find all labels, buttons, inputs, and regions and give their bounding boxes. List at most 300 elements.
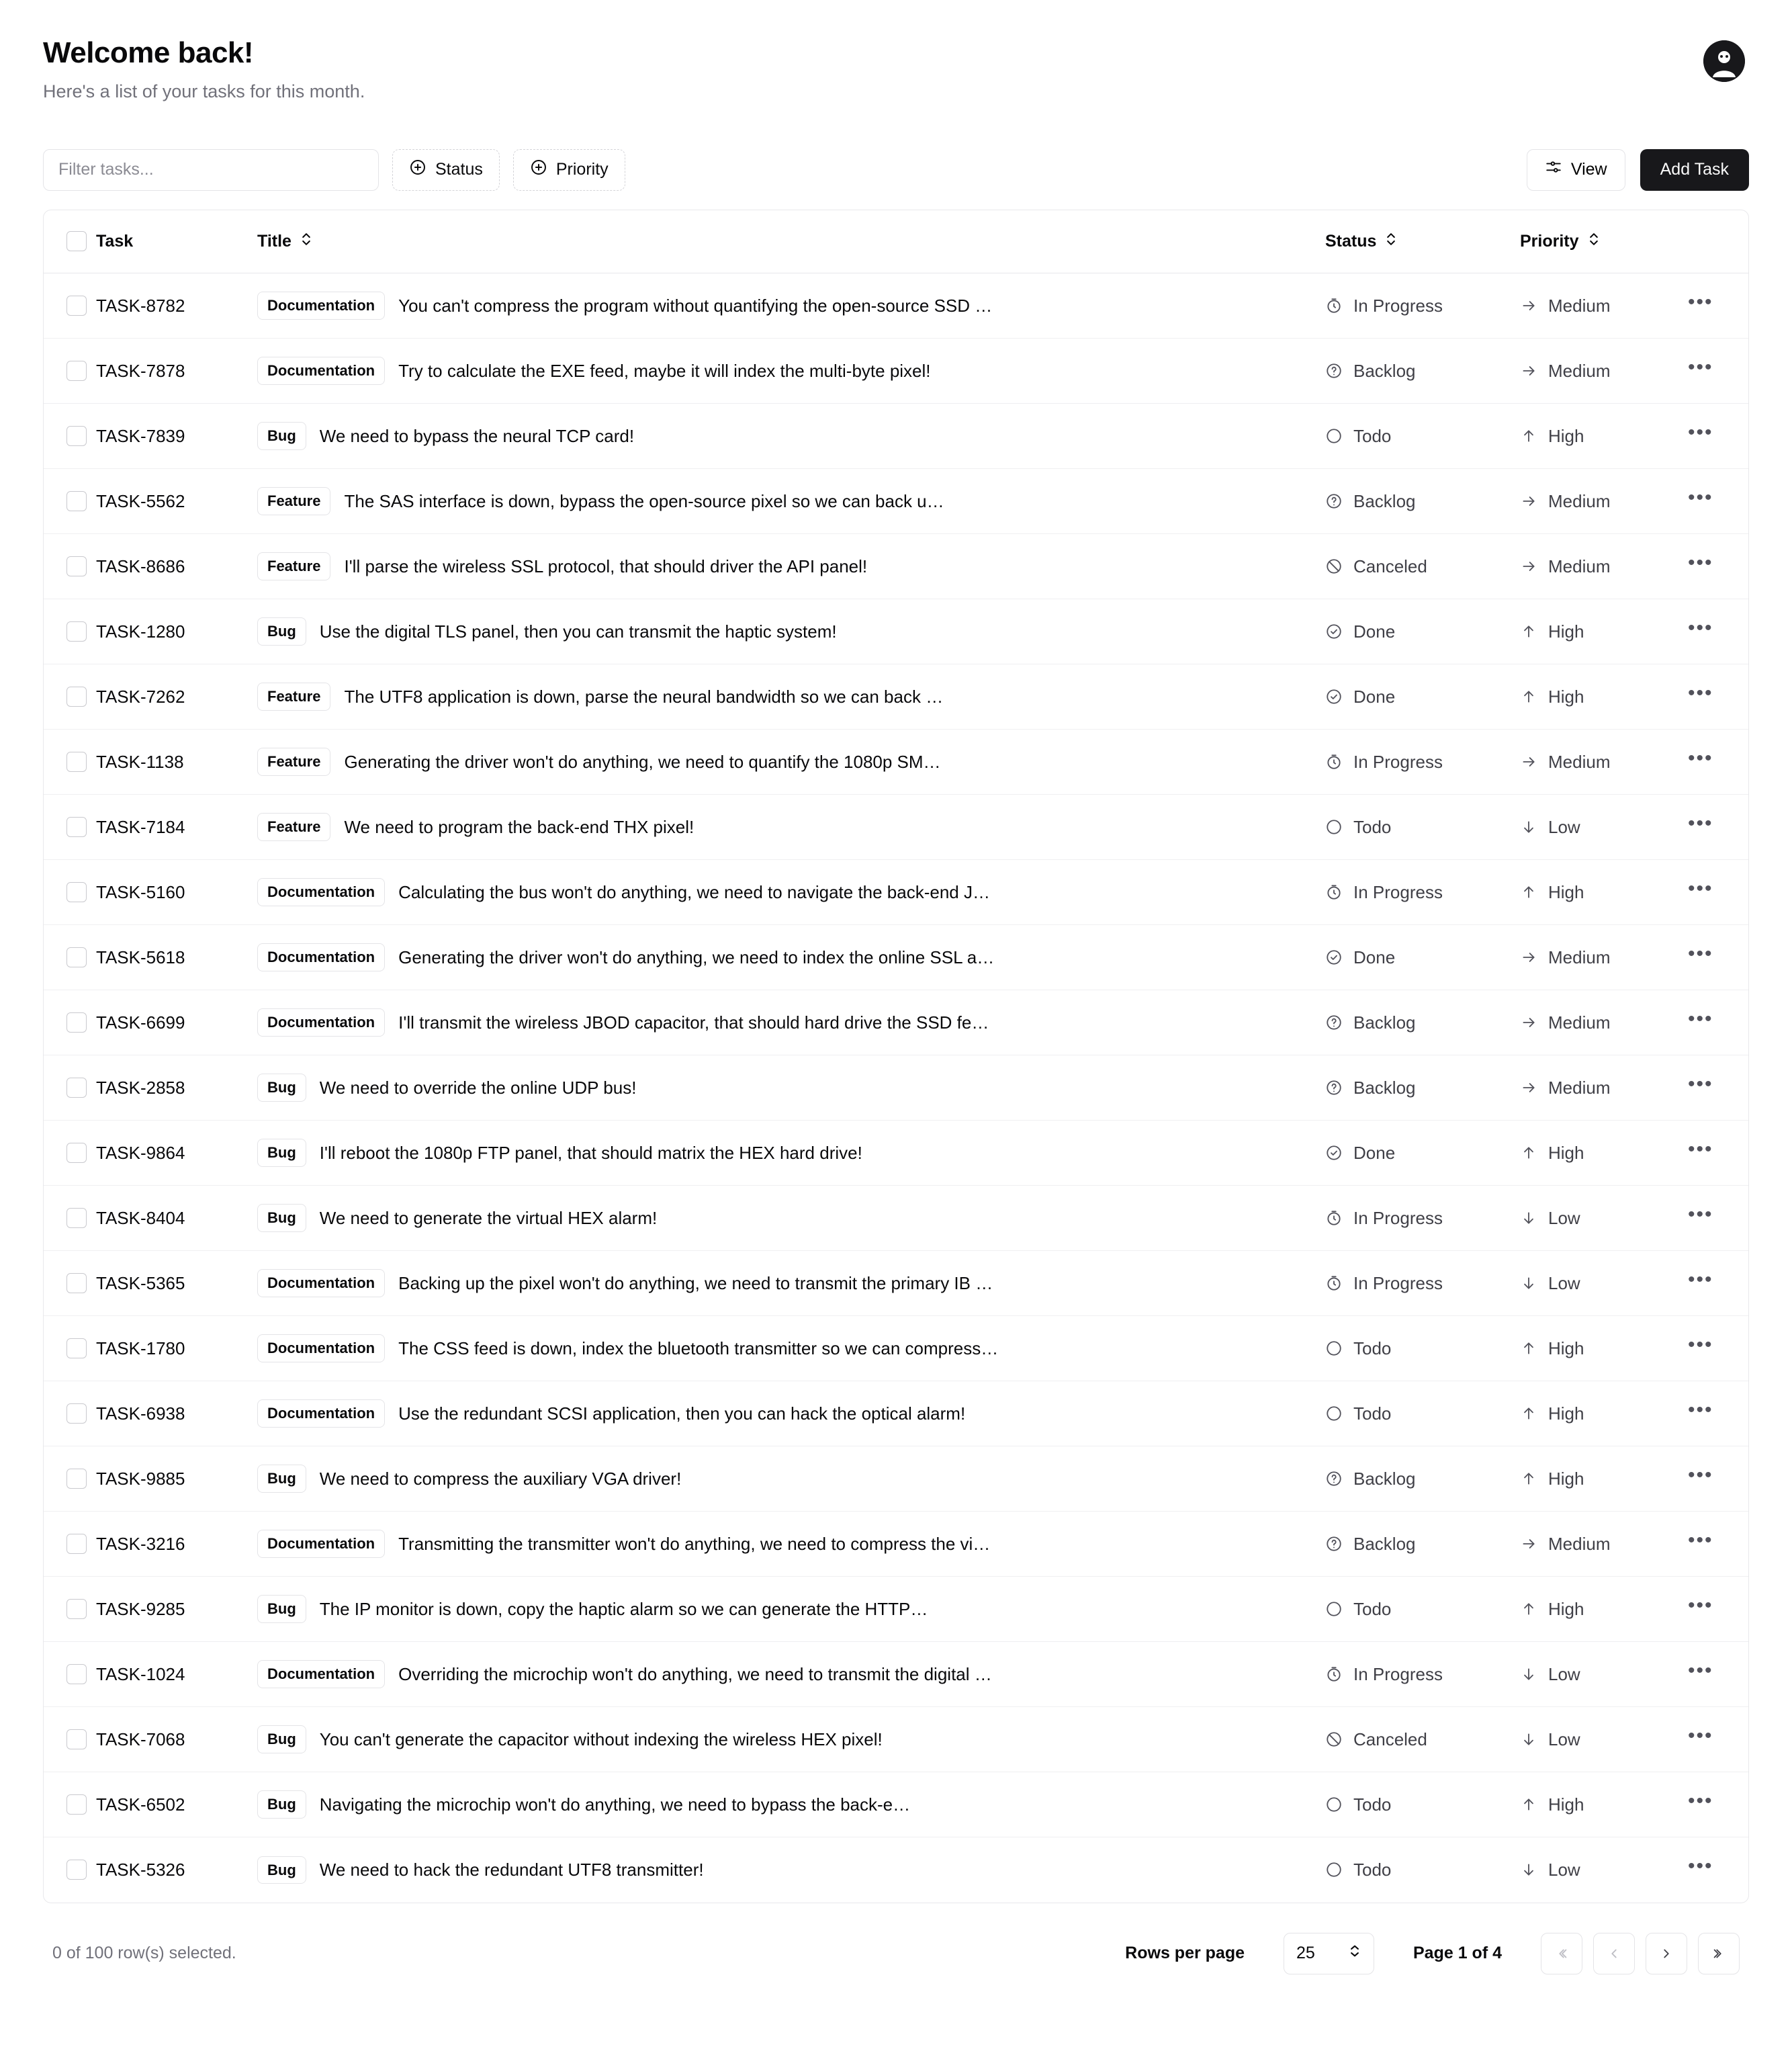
task-title: I'll parse the wireless SSL protocol, that should driver the API panel! (344, 556, 868, 576)
row-actions-menu-button[interactable]: ••• (1688, 877, 1713, 900)
filter-tasks-input[interactable] (43, 149, 379, 191)
task-id: TASK-6699 (96, 1012, 185, 1033)
row-actions-menu-button[interactable]: ••• (1688, 1725, 1713, 1747)
task-priority-label: High (1548, 1468, 1584, 1489)
task-type-badge: Feature (257, 683, 330, 711)
status-filter-button[interactable] (392, 149, 500, 191)
timer-icon (1325, 1209, 1343, 1227)
task-status-cell (1325, 1055, 1520, 1121)
arrow-right-icon (1520, 1014, 1537, 1031)
task-id-cell (96, 925, 257, 990)
row-checkbox[interactable] (66, 947, 87, 967)
row-select-cell (44, 1577, 96, 1642)
task-status-cell (1325, 599, 1520, 664)
task-priority-cell (1520, 273, 1688, 339)
row-actions-menu-button[interactable]: ••• (1688, 1268, 1713, 1291)
task-id-cell (96, 1381, 257, 1446)
task-status-cell (1325, 1381, 1520, 1446)
task-priority-cell (1520, 339, 1688, 404)
check-circle-icon (1325, 623, 1343, 640)
task-id: TASK-7262 (96, 686, 185, 707)
row-actions-menu-button[interactable]: ••• (1688, 1008, 1713, 1031)
arrow-up-icon (1520, 1340, 1537, 1357)
task-priority-cell (1520, 1837, 1688, 1903)
task-title-cell (257, 664, 1325, 730)
task-type-badge: Bug (257, 1725, 306, 1753)
task-status-cell (1325, 1577, 1520, 1642)
sliders-icon (1545, 159, 1562, 181)
row-select-cell (44, 925, 96, 990)
question-icon (1325, 1079, 1343, 1096)
task-title-cell (257, 404, 1325, 469)
table-row[interactable] (44, 1642, 1748, 1707)
row-actions-cell (1688, 730, 1748, 795)
row-actions-cell (1688, 404, 1748, 469)
row-actions-menu-button[interactable]: ••• (1688, 747, 1713, 770)
timer-icon (1325, 1665, 1343, 1683)
task-priority-label: High (1548, 1598, 1584, 1619)
row-checkbox[interactable] (66, 361, 87, 381)
row-checkbox[interactable] (66, 817, 87, 837)
row-select-cell (44, 1642, 96, 1707)
task-title-cell (257, 1186, 1325, 1251)
row-checkbox[interactable] (66, 1403, 87, 1424)
task-status-label: Todo (1353, 425, 1392, 446)
row-checkbox[interactable] (66, 1143, 87, 1163)
row-checkbox[interactable] (66, 1273, 87, 1293)
row-checkbox[interactable] (66, 1469, 87, 1489)
task-status-cell (1325, 730, 1520, 795)
row-actions-cell (1688, 273, 1748, 339)
table-row[interactable] (44, 795, 1748, 860)
row-actions-cell (1688, 1642, 1748, 1707)
toolbar-actions (1527, 149, 1749, 191)
tasks-toolbar (43, 149, 1749, 191)
task-status-cell (1325, 1186, 1520, 1251)
table-row[interactable] (44, 1772, 1748, 1837)
row-actions-cell (1688, 534, 1748, 599)
page-title: Welcome back! (43, 36, 254, 69)
row-select-cell (44, 664, 96, 730)
row-actions-menu-button[interactable]: ••• (1688, 1073, 1713, 1096)
view-options-button[interactable] (1527, 149, 1625, 191)
priority-column-header[interactable] (1520, 210, 1688, 273)
row-select-cell (44, 1121, 96, 1186)
task-type-badge: Documentation (257, 1269, 385, 1297)
last-page-button[interactable] (1698, 1933, 1740, 1974)
task-title: We need to generate the virtual HEX alarm! (319, 1207, 658, 1228)
arrow-up-icon (1520, 1405, 1537, 1422)
row-actions-menu-button[interactable]: ••• (1688, 617, 1713, 640)
task-type-badge: Documentation (257, 1008, 385, 1037)
task-column-label: Task (96, 231, 134, 251)
row-checkbox[interactable] (66, 1208, 87, 1228)
sort-icon[interactable] (1384, 231, 1398, 252)
table-footer (43, 1933, 1749, 2015)
row-checkbox[interactable] (66, 426, 87, 446)
task-status-cell (1325, 925, 1520, 990)
table-row[interactable] (44, 990, 1748, 1055)
task-id-cell (96, 1121, 257, 1186)
row-actions-menu-button[interactable]: ••• (1688, 1790, 1713, 1813)
task-id-cell (96, 1772, 257, 1837)
timer-icon (1325, 1274, 1343, 1292)
task-priority-label: Low (1548, 1663, 1580, 1684)
task-id: TASK-5618 (96, 947, 185, 967)
task-type-badge: Feature (257, 748, 330, 776)
row-actions-menu-button[interactable]: ••• (1688, 356, 1713, 379)
row-actions-cell (1688, 1055, 1748, 1121)
table-row[interactable] (44, 599, 1748, 664)
task-title: I'll reboot the 1080p FTP panel, that should matrix the HEX hard drive! (319, 1142, 862, 1163)
question-icon (1325, 362, 1343, 380)
sort-icon[interactable] (1587, 231, 1601, 252)
task-id-cell (96, 664, 257, 730)
task-title: Navigating the microchip won't do anything, we need to bypass the back-e… (319, 1794, 911, 1815)
task-status-label: Done (1353, 947, 1396, 967)
plus-circle-icon (530, 159, 547, 181)
header-text-block (43, 36, 365, 103)
status-column-header[interactable] (1325, 210, 1520, 273)
task-status-label: Todo (1353, 1859, 1392, 1880)
row-actions-menu-button[interactable]: ••• (1688, 1399, 1713, 1422)
task-priority-label: High (1548, 425, 1584, 446)
task-status-cell (1325, 1316, 1520, 1381)
question-icon (1325, 1470, 1343, 1487)
task-id: TASK-1024 (96, 1663, 185, 1684)
task-status-cell (1325, 1837, 1520, 1903)
task-title-cell (257, 1446, 1325, 1512)
priority-filter-button[interactable] (513, 149, 625, 191)
row-checkbox[interactable] (66, 1012, 87, 1033)
row-checkbox[interactable] (66, 491, 87, 511)
row-actions-cell (1688, 1381, 1748, 1446)
task-title-cell (257, 1642, 1325, 1707)
task-id-cell (96, 1055, 257, 1121)
row-checkbox[interactable] (66, 1729, 87, 1749)
task-status-label: Canceled (1353, 1729, 1427, 1749)
arrow-down-icon (1520, 1209, 1537, 1227)
task-id: TASK-5562 (96, 490, 185, 511)
circle-icon (1325, 1796, 1343, 1813)
task-priority-label: High (1548, 1403, 1584, 1424)
task-type-badge: Documentation (257, 1399, 385, 1428)
table-row[interactable] (44, 1512, 1748, 1577)
row-actions-menu-button[interactable]: ••• (1688, 421, 1713, 444)
task-title-cell (257, 469, 1325, 534)
task-status-cell (1325, 1446, 1520, 1512)
question-icon (1325, 1014, 1343, 1031)
ban-icon (1325, 1731, 1343, 1748)
task-priority-label: Medium (1548, 556, 1611, 576)
task-status-cell (1325, 1707, 1520, 1772)
task-title-cell (257, 1381, 1325, 1446)
timer-icon (1325, 753, 1343, 771)
task-id: TASK-7184 (96, 816, 185, 837)
row-checkbox[interactable] (66, 1599, 87, 1619)
row-checkbox[interactable] (66, 1338, 87, 1358)
arrow-right-icon (1520, 949, 1537, 966)
task-id: TASK-5326 (96, 1859, 185, 1880)
task-id: TASK-6502 (96, 1794, 185, 1815)
task-priority-label: Medium (1548, 360, 1611, 381)
row-checkbox[interactable] (66, 621, 87, 642)
task-title-cell (257, 599, 1325, 664)
table-row[interactable] (44, 1186, 1748, 1251)
row-actions-menu-button[interactable]: ••• (1688, 1855, 1713, 1878)
task-priority-cell (1520, 1577, 1688, 1642)
task-priority-cell (1520, 990, 1688, 1055)
table-row[interactable] (44, 1381, 1748, 1446)
row-checkbox[interactable] (66, 1860, 87, 1880)
task-type-badge: Bug (257, 1204, 306, 1232)
table-row[interactable] (44, 404, 1748, 469)
task-priority-label: High (1548, 686, 1584, 707)
row-actions-menu-button[interactable]: ••• (1688, 1529, 1713, 1552)
task-type-badge: Feature (257, 552, 330, 580)
arrow-down-icon (1520, 1731, 1537, 1748)
question-icon (1325, 1535, 1343, 1553)
row-actions-menu-button[interactable]: ••• (1688, 812, 1713, 835)
check-circle-icon (1325, 949, 1343, 966)
task-id: TASK-2858 (96, 1077, 185, 1098)
row-select-cell (44, 1251, 96, 1316)
task-title: The IP monitor is down, copy the haptic alarm so we can generate the HTTP… (319, 1598, 928, 1619)
task-title-cell (257, 1055, 1325, 1121)
task-title: We need to override the online UDP bus! (319, 1077, 637, 1098)
task-title-cell (257, 273, 1325, 339)
task-title: Generating the driver won't do anything, we need to quantify the 1080p SM… (344, 751, 941, 772)
row-actions-menu-button[interactable]: ••• (1688, 682, 1713, 705)
row-checkbox[interactable] (66, 1078, 87, 1098)
task-priority-label: Medium (1548, 1533, 1611, 1554)
task-priority-cell (1520, 404, 1688, 469)
task-status-label: Done (1353, 686, 1396, 707)
task-title: We need to bypass the neural TCP card! (319, 425, 635, 446)
task-title-cell (257, 1837, 1325, 1903)
table-row[interactable] (44, 273, 1748, 339)
table-body (44, 273, 1748, 1903)
chevron-down-icon (1348, 1944, 1361, 1963)
row-checkbox[interactable] (66, 556, 87, 576)
task-title: The CSS feed is down, index the bluetooth transmitter so we can compress… (398, 1338, 999, 1358)
task-type-badge: Documentation (257, 1334, 385, 1362)
task-title: Overriding the microchip won't do anything, we need to transmit the digital … (398, 1663, 992, 1684)
task-title: Use the digital TLS panel, then you can transmit the haptic system! (319, 621, 837, 642)
circle-icon (1325, 1861, 1343, 1878)
row-actions-cell (1688, 339, 1748, 404)
task-status-cell (1325, 1121, 1520, 1186)
row-select-cell (44, 1446, 96, 1512)
task-type-badge: Documentation (257, 292, 385, 320)
task-status-label: Backlog (1353, 1468, 1416, 1489)
rows-per-page-select[interactable] (1284, 1933, 1374, 1974)
row-checkbox[interactable] (66, 882, 87, 902)
task-id-cell (96, 1251, 257, 1316)
task-priority-label: Medium (1548, 490, 1611, 511)
task-id-cell (96, 273, 257, 339)
table-row[interactable] (44, 1055, 1748, 1121)
status-filter-label: Status (435, 160, 483, 179)
task-title: We need to hack the redundant UTF8 transmitter! (319, 1859, 704, 1880)
table-row[interactable] (44, 1707, 1748, 1772)
task-title-cell (257, 339, 1325, 404)
arrow-up-icon (1520, 688, 1537, 705)
task-status-label: Canceled (1353, 556, 1427, 576)
task-status-label: In Progress (1353, 1663, 1443, 1684)
row-select-cell (44, 1381, 96, 1446)
title-column-label: Title (257, 231, 292, 251)
row-actions-cell (1688, 860, 1748, 925)
row-actions-menu-button[interactable]: ••• (1688, 1594, 1713, 1617)
table-row[interactable] (44, 925, 1748, 990)
task-title-cell (257, 1512, 1325, 1577)
task-id: TASK-5365 (96, 1272, 185, 1293)
row-actions-menu-button[interactable]: ••• (1688, 486, 1713, 509)
select-all-checkbox[interactable] (66, 231, 87, 251)
first-page-button[interactable] (1541, 1933, 1582, 1974)
question-icon (1325, 492, 1343, 510)
task-priority-cell (1520, 860, 1688, 925)
row-select-cell (44, 339, 96, 404)
plus-circle-icon (409, 159, 427, 181)
circle-icon (1325, 1600, 1343, 1618)
task-id: TASK-9864 (96, 1142, 185, 1163)
task-type-badge: Documentation (257, 357, 385, 385)
arrow-down-icon (1520, 1665, 1537, 1683)
row-actions-menu-button[interactable]: ••• (1688, 1659, 1713, 1682)
task-id-cell (96, 1707, 257, 1772)
task-priority-label: Low (1548, 1729, 1580, 1749)
task-id: TASK-8404 (96, 1207, 185, 1228)
task-priority-cell (1520, 1381, 1688, 1446)
task-id-cell (96, 534, 257, 599)
table-row[interactable] (44, 469, 1748, 534)
arrow-up-icon (1520, 1600, 1537, 1618)
task-priority-label: Medium (1548, 947, 1611, 967)
table-row[interactable] (44, 730, 1748, 795)
task-priority-cell (1520, 664, 1688, 730)
table-row[interactable] (44, 339, 1748, 404)
arrow-up-icon (1520, 1796, 1537, 1813)
next-page-button[interactable] (1646, 1933, 1687, 1974)
task-priority-cell (1520, 730, 1688, 795)
task-status-label: Todo (1353, 1598, 1392, 1619)
row-select-cell (44, 990, 96, 1055)
previous-page-button[interactable] (1593, 1933, 1635, 1974)
row-actions-menu-button[interactable]: ••• (1688, 1464, 1713, 1487)
table-row[interactable] (44, 1446, 1748, 1512)
task-priority-label: Medium (1548, 295, 1611, 316)
task-priority-label: High (1548, 1142, 1584, 1163)
table-row[interactable] (44, 664, 1748, 730)
row-checkbox[interactable] (66, 1534, 87, 1554)
arrow-up-icon (1520, 1470, 1537, 1487)
row-select-cell (44, 273, 96, 339)
task-type-badge: Documentation (257, 1660, 385, 1688)
table-row[interactable] (44, 1316, 1748, 1381)
row-checkbox[interactable] (66, 1794, 87, 1815)
row-checkbox[interactable] (66, 296, 87, 316)
task-title: The UTF8 application is down, parse the neural bandwidth so we can back … (344, 686, 944, 707)
task-title: We need to program the back-end THX pixel! (344, 816, 695, 837)
rows-selected-text: 0 of 100 row(s) selected. (52, 1944, 236, 1963)
row-select-cell (44, 860, 96, 925)
task-id-cell (96, 990, 257, 1055)
arrow-down-icon (1520, 1861, 1537, 1878)
task-title-cell (257, 1316, 1325, 1381)
sort-icon[interactable] (300, 231, 313, 252)
task-priority-label: High (1548, 1338, 1584, 1358)
arrow-up-icon (1520, 883, 1537, 901)
pagination-controls (1125, 1933, 1740, 1974)
row-select-cell (44, 795, 96, 860)
task-id: TASK-5160 (96, 881, 185, 902)
task-priority-cell (1520, 1186, 1688, 1251)
task-priority-label: High (1548, 881, 1584, 902)
task-status-label: In Progress (1353, 881, 1443, 902)
task-priority-cell (1520, 599, 1688, 664)
row-checkbox[interactable] (66, 1664, 87, 1684)
task-id-cell (96, 1446, 257, 1512)
row-actions-menu-button[interactable]: ••• (1688, 291, 1713, 314)
table-row[interactable] (44, 1121, 1748, 1186)
task-id: TASK-7839 (96, 425, 185, 446)
row-checkbox[interactable] (66, 687, 87, 707)
table-row[interactable] (44, 534, 1748, 599)
user-avatar-icon[interactable] (1703, 40, 1745, 82)
task-type-badge: Bug (257, 1595, 306, 1623)
row-actions-menu-button[interactable]: ••• (1688, 1138, 1713, 1161)
task-priority-cell (1520, 1707, 1688, 1772)
task-title: Use the redundant SCSI application, then you can hack the optical alarm! (398, 1403, 966, 1424)
row-actions-menu-button[interactable]: ••• (1688, 943, 1713, 965)
task-type-badge: Bug (257, 1790, 306, 1819)
circle-icon (1325, 427, 1343, 445)
task-type-badge: Documentation (257, 878, 385, 906)
task-type-badge: Feature (257, 813, 330, 841)
task-id: TASK-1780 (96, 1338, 185, 1358)
row-actions-menu-button[interactable]: ••• (1688, 552, 1713, 574)
task-type-badge: Bug (257, 1074, 306, 1102)
table-row[interactable] (44, 860, 1748, 925)
table-row[interactable] (44, 1251, 1748, 1316)
task-status-label: Todo (1353, 1403, 1392, 1424)
task-id: TASK-6938 (96, 1403, 185, 1424)
task-title-cell (257, 1772, 1325, 1837)
row-actions-menu-button[interactable]: ••• (1688, 1203, 1713, 1226)
task-id: TASK-8686 (96, 556, 185, 576)
table-row[interactable] (44, 1577, 1748, 1642)
table-row[interactable] (44, 1837, 1748, 1903)
task-title: Backing up the pixel won't do anything, we need to transmit the primary IB … (398, 1272, 993, 1293)
task-title: You can't generate the capacitor without indexing the wireless HEX pixel! (319, 1729, 883, 1749)
row-select-cell (44, 534, 96, 599)
timer-icon (1325, 297, 1343, 314)
row-select-cell (44, 1512, 96, 1577)
task-status-label: Backlog (1353, 360, 1416, 381)
title-column-header[interactable] (257, 210, 1325, 273)
add-task-button[interactable]: Add Task (1640, 149, 1749, 191)
row-checkbox[interactable] (66, 752, 87, 772)
row-actions-menu-button[interactable]: ••• (1688, 1334, 1713, 1356)
task-column-header (96, 210, 257, 273)
arrow-up-icon (1520, 427, 1537, 445)
row-actions-cell (1688, 990, 1748, 1055)
task-status-cell (1325, 1512, 1520, 1577)
task-title: Try to calculate the EXE feed, maybe it will index the multi-byte pixel! (398, 360, 931, 381)
task-title-cell (257, 1121, 1325, 1186)
